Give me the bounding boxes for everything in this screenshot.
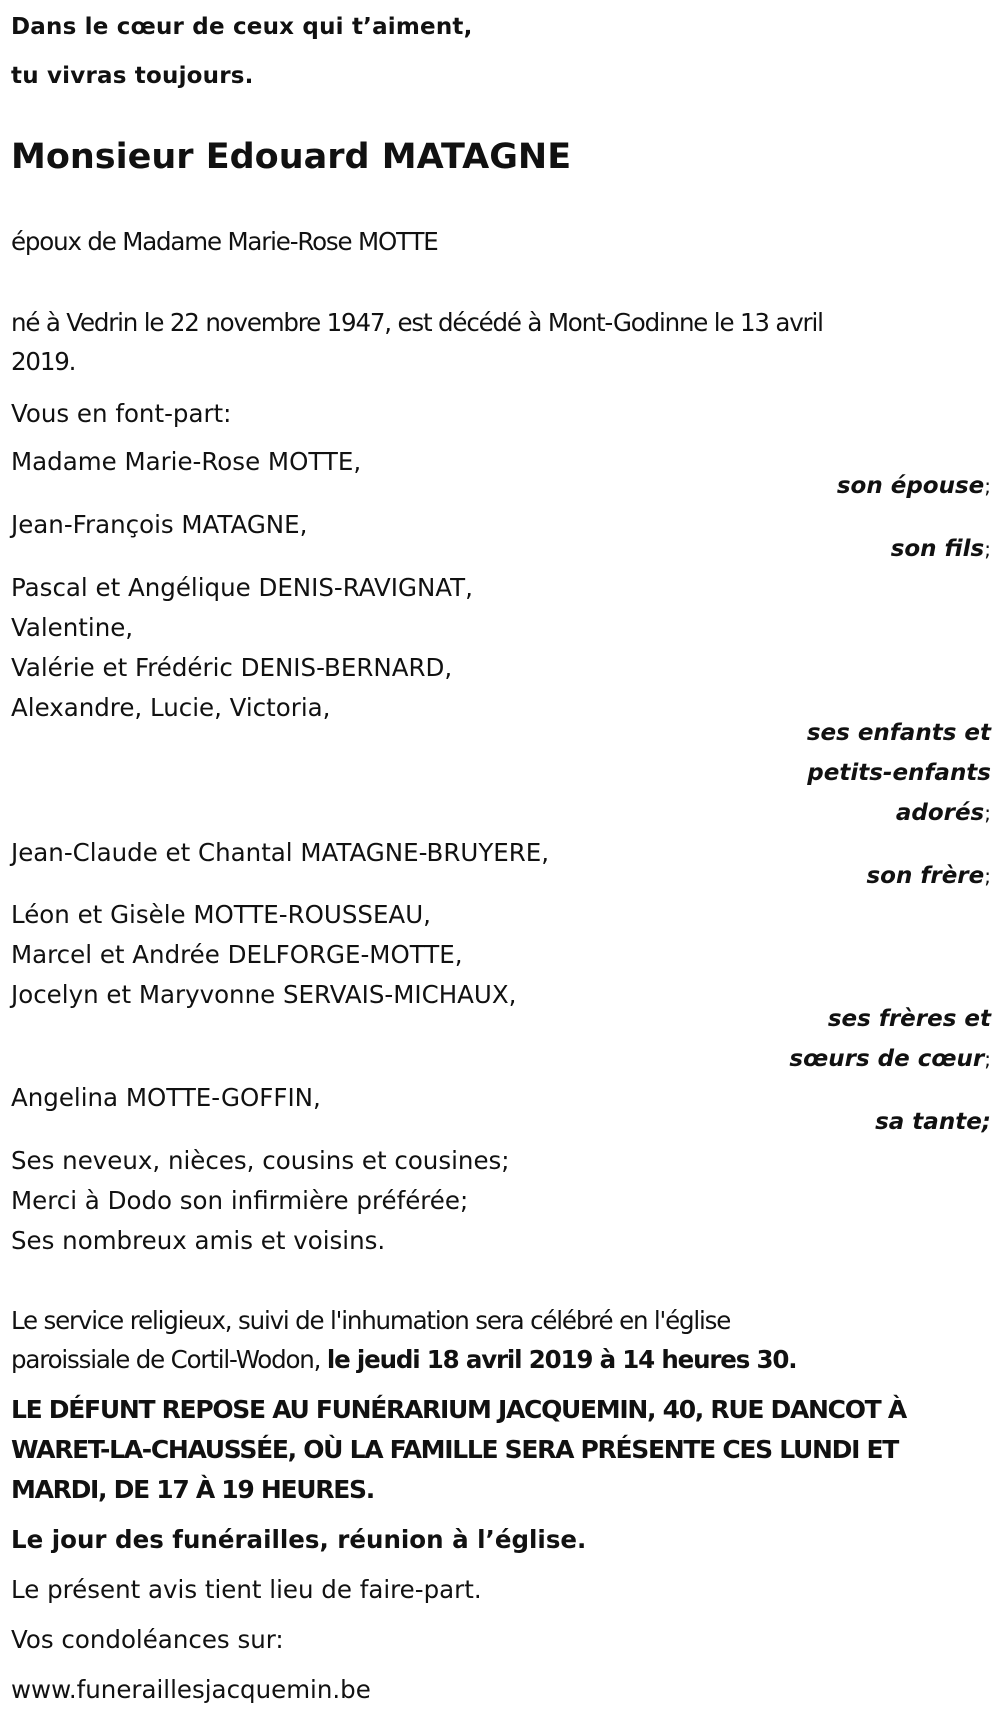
relation-label: son frère; [866,863,991,889]
relation-label: son fils; [890,536,991,562]
relation-label: ses frères et sœurs de cœur; [789,1006,991,1072]
service-line-2: paroissiale de Cortil-Wodon, le jeudi 18 avril 2019 à 14 heures 30. [11,1345,797,1374]
announcers-intro: Vous en font-part: [11,399,232,428]
others-line: Merci à Dodo son infirmière préférée; [11,1186,469,1215]
spouse-line: époux de Madame Marie-Rose MOTTE [11,227,438,256]
relation-label: ses enfants et petits-enfants adorés; [806,720,991,826]
birth-death-line-2: 2019. [11,347,76,376]
epigraph-line-2: tu vivras toujours. [11,63,254,89]
family-name: Madame Marie-Rose MOTTE, [11,447,362,476]
others-line: Ses nombreux amis et voisins. [11,1226,386,1255]
funeral-day: Le jour des funérailles, réunion à l’église. [11,1525,587,1554]
others-line: Ses neveux, nièces, cousins et cousines; [11,1146,510,1175]
service-line-1: Le service religieux, suivi de l'inhumation sera célébré en l'église [11,1306,731,1335]
notice-statement: Le présent avis tient lieu de faire-part. [11,1575,482,1604]
deceased-name: Monsieur Edouard MATAGNE [11,137,572,177]
relation-label: son épouse; [836,473,991,499]
epigraph-line-1: Dans le cœur de ceux qui t’aiment, [11,14,473,40]
relation-label: sa tante; [875,1109,991,1135]
family-name: Jean-Claude et Chantal MATAGNE-BRUYERE, [11,838,550,867]
family-name: Valérie et Frédéric DENIS-BERNARD, [11,653,453,682]
family-name: Jocelyn et Maryvonne SERVAIS-MICHAUX, [11,980,517,1009]
family-name: Pascal et Angélique DENIS-RAVIGNAT, [11,573,473,602]
viewing-line-1: LE DÉFUNT REPOSE AU FUNÉRARIUM JACQUEMIN, 40, RUE DANCOT À [11,1395,906,1424]
family-name: Jean-François MATAGNE, [11,510,308,539]
family-name: Marcel et Andrée DELFORGE-MOTTE, [11,940,463,969]
website-link[interactable]: www.funeraillesjacquemin.be [11,1675,371,1704]
family-name: Alexandre, Lucie, Victoria, [11,693,331,722]
family-name: Léon et Gisèle MOTTE-ROUSSEAU, [11,900,431,929]
condolences-label: Vos condoléances sur: [11,1625,284,1654]
viewing-line-3: MARDI, DE 17 À 19 HEURES. [11,1475,374,1504]
viewing-line-2: WARET-LA-CHAUSSÉE, OÙ LA FAMILLE SERA PRÉSENTE CES LUNDI ET [11,1435,899,1464]
family-name: Valentine, [11,613,134,642]
birth-death-line-1: né à Vedrin le 22 novembre 1947, est décédé à Mont-Godinne le 13 avril [11,308,823,337]
family-name: Angelina MOTTE-GOFFIN, [11,1083,321,1112]
